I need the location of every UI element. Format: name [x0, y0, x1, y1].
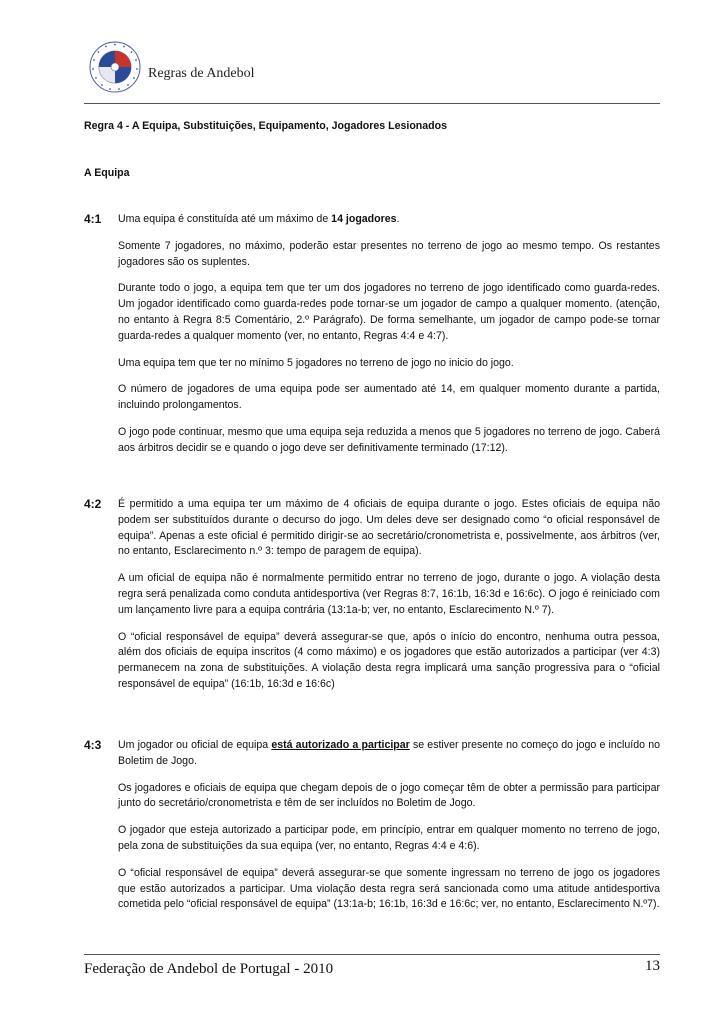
page-number: 13 — [645, 958, 660, 974]
rule-number: 4:2 — [84, 497, 102, 511]
rule-paragraph: A um oficial de equipa não é normalmente permitido entrar no terreno de jogo, durante o jogo. A violação desta regra será penalizada como conduta antidesportiva (ver Regras 8:7, 16:1b, 16:3d e 16:6c). O jogo é reiniciado com um lançamento livre para a equipa contrária (13:1a-b; ver, no entanto, Esclarecimento N.º 7). — [118, 572, 660, 616]
rule-paragraph: Os jogadores e oficiais de equipa que chegam depois de o jogo começar têm de obter a permissão para participar junto do secretário/cronometrista e têm de ser incluídos no Boletim de Jogo. — [118, 781, 660, 810]
header-title: Regras de Andebol — [148, 66, 255, 81]
rule-paragraph: O jogador que esteja autorizado a participar pode, em princípio, entrar em qualquer momento no terreno de jogo, pela zona de substituições da sua equipa (ver, no entanto, Regras 4:4 e 4:6). — [118, 824, 660, 852]
rule-paragraph: Um jogador ou oficial de equipa está autorizado a participar se estiver presente no começo do jogo e incluído no Boletim de Jogo. — [118, 739, 660, 767]
rule-paragraph: O número de jogadores de uma equipa pode ser aumentado até 14, em qualquer momento durante a partida, incluindo prolongamentos. — [118, 383, 660, 412]
rule-paragraph: Uma equipa tem que ter no mínimo 5 jogadores no terreno de jogo no inicio do jogo. — [118, 356, 514, 369]
footer-text: Federação de Andebol de Portugal - 2010 — [84, 961, 334, 977]
rule-paragraph: Somente 7 jogadores, no máximo, poderão estar presentes no terreno de jogo ao mesmo tempo. Os restantes jogadores são os suplentes. — [118, 239, 660, 268]
rule-body — [118, 212, 660, 468]
rule-paragraph: Durante todo o jogo, a equipa tem que ter um dos jogadores no terreno de jogo identificado como guarda-redes. Um jogador identificado como guarda-redes pode tornar-se um jogador de campo a qualquer momento. (atenção, no entanto à Regra 8:5 Comentário, 2.º Parágrafo). De forma semelhante, um jogador de campo pode-se tornar guarda-redes a qualquer momento (ver, no entanto, Regras 4:4 e 4:7). — [118, 282, 660, 342]
rule-number: 4:1 — [84, 212, 102, 226]
rule-paragraph: Uma equipa é constituída até um máximo de 14 jogadores. — [118, 213, 400, 225]
footer-divider — [84, 954, 660, 955]
document-title: Regra 4 - A Equipa, Substituições, Equipamento, Jogadores Lesionados — [84, 120, 447, 132]
rule-paragraph: É permitido a uma equipa ter um máximo de 4 oficiais de equipa durante o jogo. Estes oficiais de equipa não podem ser substituídos durante o decurso do jogo. Um deles deve ser designado como “o oficial responsável de equipa”. Apenas a este oficial é permitido dirigir-se ao secretário/cronometrista e, possivelmente, aos árbitros (ver, no entanto, Esclarecimento n.º 3: tempo de paragem de equipa). — [118, 498, 660, 558]
section-heading: A Equipa — [84, 167, 130, 179]
rule-body — [118, 738, 660, 924]
highlight-term: está autorizado a participar — [271, 739, 410, 751]
federation-logo-icon — [88, 40, 142, 94]
rule-number: 4:3 — [84, 738, 102, 752]
rule-body — [118, 497, 660, 704]
rule-paragraph: O “oficial responsável de equipa” deverá assegurar-se que somente ingressam no terreno de jogo os jogadores que estão autorizados a participar. Uma violação desta regra será sancionada como uma atitude antidesportiva cometida pelo “oficial responsável de equipa” (13:1a-b; 16:1b, 16:3d e 16:6c; ver, no entanto, Esclarecimento N.º7). — [118, 866, 660, 911]
rule-paragraph: O “oficial responsável de equipa” deverá assegurar-se que, após o início do encontro, nenhuma outra pessoa, além dos oficiais de equipa inscritos (4 como máximo) e os jogadores que estão autorizados a participar (ver 4:3) permanecem na zona de substituições. A violação desta regra implicará uma sanção progressiva para o “oficial responsável de equipa” (16:1b, 16:3d e 16:6c) — [118, 630, 660, 690]
header-divider — [84, 103, 660, 104]
rule-paragraph: O jogo pode continuar, mesmo que uma equipa seja reduzida a menos que 5 jogadores no terreno de jogo. Caberá aos árbitros decidir se e quando o jogo deve ser definitivamente terminado (17:12). — [118, 425, 660, 454]
